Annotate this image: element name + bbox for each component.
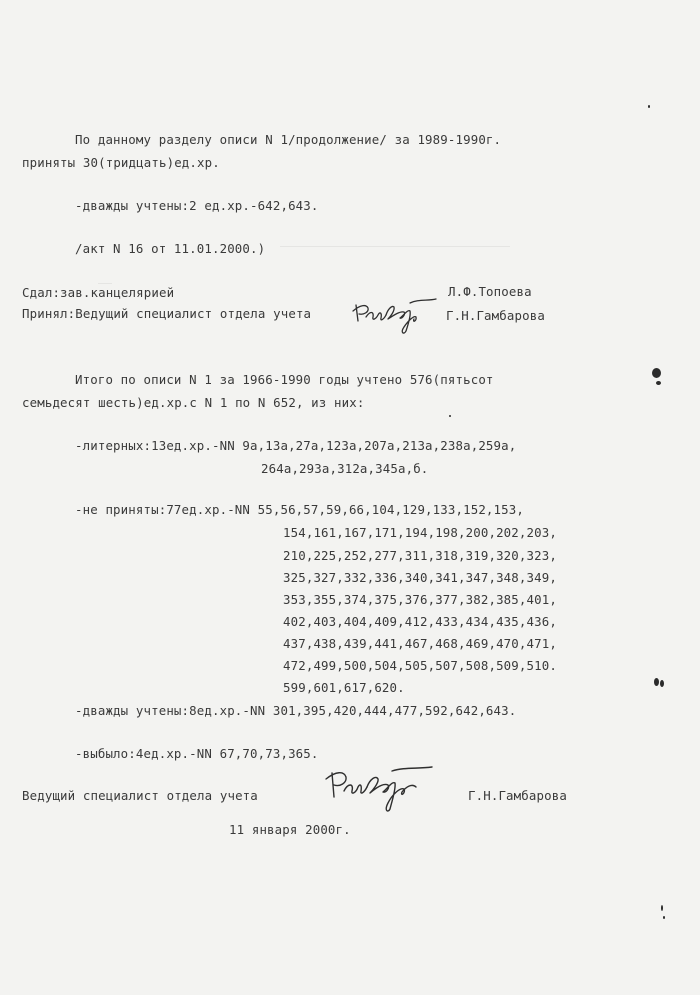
not-accepted-line: 402,403,404,409,412,433,434,435,436, bbox=[283, 614, 557, 629]
ink-dot bbox=[663, 916, 665, 919]
not-accepted-line: 154,161,167,171,194,198,200,202,203, bbox=[283, 525, 557, 540]
handed-name: Л.Ф.Топоева bbox=[448, 284, 532, 299]
ink-blot bbox=[654, 678, 659, 686]
footer-name: Г.Н.Гамбарова bbox=[468, 788, 567, 803]
counted-twice-line-1: -дважды учтены:2 ед.хр.-642,643. bbox=[75, 198, 319, 213]
scan-artifact-line bbox=[280, 246, 510, 247]
handed-label: Сдал:зав.канцелярией bbox=[22, 285, 175, 300]
signature-1 bbox=[348, 295, 443, 337]
not-accepted-line: 210,225,252,277,311,318,319,320,323, bbox=[283, 548, 557, 563]
ink-dot bbox=[661, 905, 663, 911]
not-accepted-line: 472,499,500,504,505,507,508,509,510. bbox=[283, 658, 557, 673]
ink-blot bbox=[652, 368, 661, 378]
accepted-label: Принял:Ведущий специалист отдела учета bbox=[22, 306, 312, 321]
ink-blot bbox=[660, 680, 664, 687]
paragraph-1-line-2: приняты 30(тридцать)ед.хр. bbox=[22, 155, 220, 170]
act-reference: /акт N 16 от 11.01.2000.) bbox=[75, 241, 266, 256]
not-accepted-line: 353,355,374,375,376,377,382,385,401, bbox=[283, 592, 557, 607]
summary-line-1: Итого по описи N 1 за 1966-1990 годы учтено 576(пятьсот bbox=[75, 372, 494, 387]
ink-dot bbox=[648, 105, 650, 108]
ink-blot bbox=[656, 381, 661, 385]
scan-artifact-line bbox=[98, 283, 112, 284]
ink-dot bbox=[449, 415, 451, 417]
accepted-name: Г.Н.Гамбарова bbox=[446, 308, 545, 323]
footer-position: Ведущий специалист отдела учета bbox=[22, 788, 258, 803]
dropped-line: -выбыло:4ед.хр.-NN 67,70,73,365. bbox=[75, 746, 319, 761]
not-accepted-line: 437,438,439,441,467,468,469,470,471, bbox=[283, 636, 557, 651]
not-accepted-line: -не приняты:77ед.хр.-NN 55,56,57,59,66,104,129,133,152,153, bbox=[75, 502, 524, 517]
counted-twice-line-2: -дважды учтены:8ед.хр.-NN 301,395,420,444,477,592,642,643. bbox=[75, 703, 517, 718]
lettered-line-1: -литерных:13ед.хр.-NN 9а,13а,27а,123а,207а,213а,238а,259а, bbox=[75, 438, 517, 453]
not-accepted-line: 599,601,617,620. bbox=[283, 680, 405, 695]
not-accepted-line: 325,327,332,336,340,341,347,348,349, bbox=[283, 570, 557, 585]
footer-date: 11 января 2000г. bbox=[229, 822, 351, 837]
paragraph-1-line-1: По данному разделу описи N 1/продолжение/ за 1989-1990г. bbox=[75, 132, 502, 147]
lettered-line-2: 264а,293а,312а,345а,б. bbox=[261, 461, 429, 476]
signature-2 bbox=[322, 765, 442, 815]
summary-line-2: семьдесят шесть)ед.хр.с N 1 по N 652, из них: bbox=[22, 395, 365, 410]
